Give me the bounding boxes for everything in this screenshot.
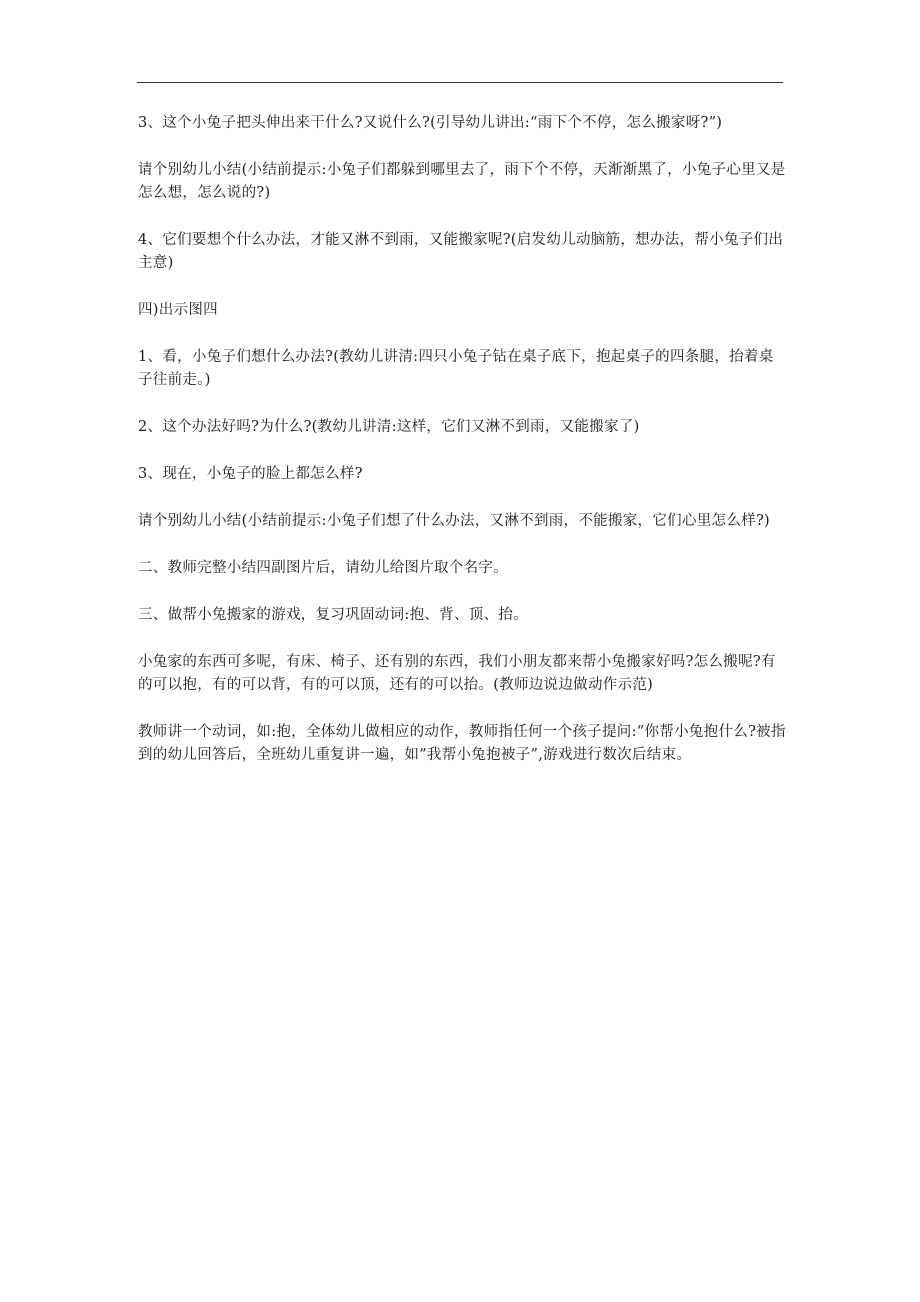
paragraph-picture-4-step-3: 3、现在，小兔子的脸上都怎么样? xyxy=(138,466,363,482)
paragraph-section-picture-4: 四)出示图四 xyxy=(138,302,218,318)
paragraph-step-3-question: 3、这个小兔子把头伸出来干什么?又说什么?(引导幼儿讲出:“雨下个不停，怎么搬家呀?”) xyxy=(138,115,723,131)
paragraph-step-4-question: 4、它们要想个什么办法，才能又淋不到雨，又能搬家呢?(启发幼儿动脑筋，想办法，帮小兔子们出主意) xyxy=(138,232,784,271)
paragraph-game-rules: 教师讲一个动词，如:抱，全体幼儿做相应的动作，教师指任何一个孩子提问:“你帮小兔抱什么?被指到的幼儿回答后，全班幼儿重复讲一遍，如”我帮小兔抱被子”,游戏进行数次后结束。 xyxy=(138,724,786,763)
paragraph-game-intro: 小兔家的东西可多呢，有床、椅子、还有别的东西，我们小朋友都来帮小兔搬家好吗?怎么搬呢?有的可以抱，有的可以背，有的可以顶，还有的可以抬。(教师边说边做动作示范) xyxy=(138,654,776,693)
paragraph-summary-2: 请个别幼儿小结(小结前提示:小兔子们想了什么办法，又淋不到雨，不能搬家，它们心里怎么样?) xyxy=(138,513,770,529)
paragraph-summary-1: 请个别幼儿小结(小结前提示:小兔子们都躲到哪里去了，雨下个不停，天渐渐黑了，小兔子心里又是怎么想，怎么说的?) xyxy=(138,162,786,201)
paragraph-picture-4-step-1: 1、看，小兔子们想什么办法?(教幼儿讲清:四只小兔子钻在桌子底下，抱起桌子的四条腿，抬着桌子往前走。) xyxy=(138,349,774,388)
document-body xyxy=(138,112,786,791)
paragraph-section-two: 二、教师完整小结四副图片后，请幼儿给图片取个名字。 xyxy=(138,560,508,576)
paragraph-section-three: 三、做帮小兔搬家的游戏，复习巩固动词:抱、背、顶、抬。 xyxy=(138,607,528,623)
header-rule xyxy=(137,82,783,83)
paragraph-picture-4-step-2: 2、这个办法好吗?为什么?(教幼儿讲清:这样，它们又淋不到雨，又能搬家了) xyxy=(138,419,640,435)
